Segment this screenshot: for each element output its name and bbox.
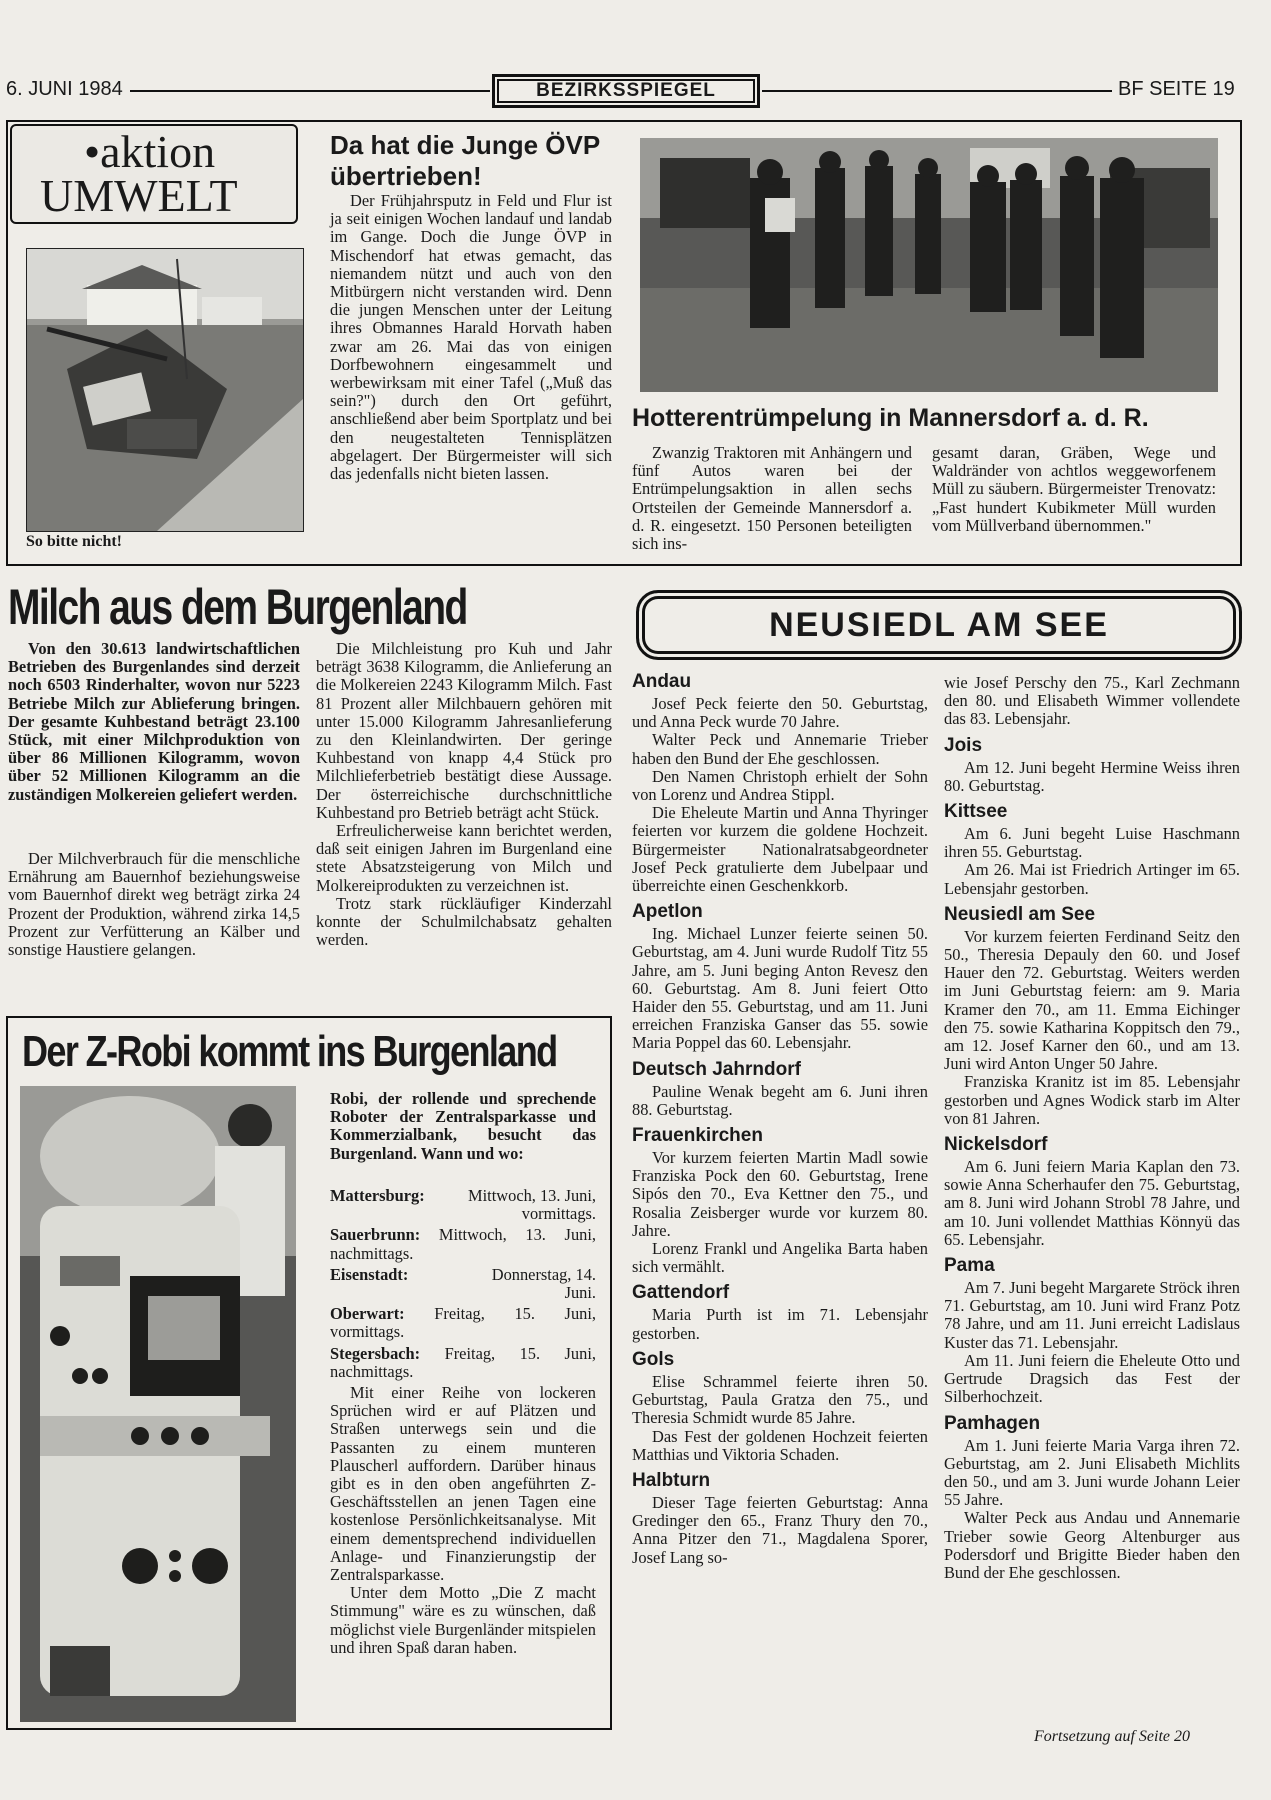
town-news-pama: Am 7. Juni begeht Margarete Ströck ihren 71. Geburtstag, am 10. Juni wird Franz Potz 78 Jahre, und am 11. Juni erreicht Ladislaus Kuster das 71. Lebensjahr. <box>944 1278 1240 1352</box>
town-heading-halbturn: Halbturn <box>632 1469 711 1491</box>
town-heading-kittsee: Kittsee <box>944 801 1008 823</box>
town-news-deutsch-jahrndorf: Pauline Wenak begeht am 6. Juni ihren 88. Geburtstag. <box>632 1081 928 1119</box>
dump-photo-graphic <box>27 249 303 531</box>
town-news-nickelsdorf: Am 6. Juni feiern Maria Kaplan den 73. sowie Anna Scherhaufer den 75. Geburtstag, am 8. Juni wird Johann Strobl 78 Jahre, und am 10. Juni vollendet Matthias Könnyü das 65. Lebensjahr. <box>944 1157 1240 1249</box>
aktion-headline: Da hat die Junge ÖVP übertrieben! <box>330 130 600 191</box>
town-heading-gols: Gols <box>632 1348 675 1370</box>
robi-stop-3: Eisenstadt: Donnerstag, 14. Juni. <box>330 1264 596 1303</box>
town-news-neusiedl-am-see: Vor kurzem feierten Ferdinand Seitz den 50., Theresia Depauly den 60. und Josef Hauer den 72. Geburtstag. Weiters werden im Juni Geburtstag feiern: am 9. Maria Kramer den 70., am 11. Emma Eichinger den 75. sowie Katharina Koppitsch den 79., am 12. Josef Karner den 60., und am 13. Juni wird Anton Unger 50 Jahre. <box>944 926 1240 1074</box>
town-heading-jois: Jois <box>944 734 983 756</box>
hotter-col2: gesamt daran, Gräben, Wege und Waldränder von achtlos weggeworfenem Müll zu säubern. Bürgermeister Trenovatz: „Fast hundert Kubikmeter Müll wurden vom Müllverband übernommen." <box>932 443 1216 535</box>
robi-p1: Mit einer Reihe von lockeren Sprüchen wird er auf Plätzen und Straßen unterwegs sein und die Passanten zu einem munteren Plauscherl auffordern. Darüber hinaus gibt es in den oben angeführten Z-Geschäftsstellen an jenen Tagen eine kostenlose Persönlichkeitsanalyse. Mit einem dementsprechend individuellen Anlage- und Finanzierungstip der Zentralsparkasse. <box>330 1383 596 1585</box>
robi-lead: Robi, der rollende und sprechende Roboter der Zentralsparkasse und Kommerzialbank, besucht das Burgenland. Wann und wo: <box>330 1089 596 1163</box>
town-news-gattendorf: Maria Purth ist im 71. Lebensjahr gestorben. <box>632 1305 928 1343</box>
milch-p3: Erfreulicherweise kann berichtet werden, daß seit einigen Jahren im Burgenland eine stete Absatzsteigerung von Milch und Molkereiprodukten zu verzeichnen ist. <box>316 821 612 895</box>
town-news-andau: Josef Peck feierte den 50. Geburtstag, und Anna Peck wurde 70 Jahre. <box>632 694 928 732</box>
town-heading-nickelsdorf: Nickelsdorf <box>944 1134 1048 1156</box>
robot-photo <box>20 1086 296 1722</box>
aktion-body: Der Frühjahrsputz in Feld und Flur ist ja seit einigen Wochen landauf und landab im Gange. Doch die Junge ÖVP in Mischendorf hat etwas gemacht, das niemandem nützt und auch von den Mitbürgern nicht verstanden wird. Denn die jungen Menschen unter der Leitung ihres Obmannes Harald Horvath haben zwar am 26. Mai das von einigen Dorfbewohnern eingesammelt und werbewirksam mit einer Tafel („Muß das sein?") durch den Ort geführt, anschließend aber beim Sportplatz und bei den neugestalteten Tennisplätzen abgelagert. Der Bürgermeister will sich das jedenfalls nicht bieten lassen. <box>330 191 612 484</box>
neusiedl-column-2 <box>944 674 1240 1582</box>
milch-p1: Der Milchverbrauch für die menschliche Ernährung am Bauernhof beziehungsweise vom Bauernhof direkt weg beträgt zirka 24 Prozent der Produktion, während zirka 14,5 Prozent zur Verfütterung an Kälber und sonstige Haustiere gelangen. <box>8 849 300 960</box>
milch-headline: Milch aus dem Burgenland <box>8 579 467 635</box>
town-heading-neusiedl-am-see: Neusiedl am See <box>944 903 1096 925</box>
illegal-dump-photo <box>26 248 304 532</box>
town-news-andau: Walter Peck und Annemarie Trieber haben den Bund der Ehe geschlossen. <box>632 730 928 768</box>
page-number: BF SEITE 19 <box>1118 78 1235 100</box>
town-news-pama: Am 11. Juni feiern die Eheleute Otto und Gertrude Dragsich das Fest der Silberhochzeit. <box>944 1350 1240 1407</box>
issue-date: 6. JUNI 1984 <box>6 78 123 100</box>
town-news-frauenkirchen: Lorenz Frankl und Angelika Barta haben sich vermählt. <box>632 1239 928 1277</box>
town-news-andau: Die Eheleute Martin und Anna Thyringer feierten vor kurzem die goldene Hochzeit. Bürgermeister Nationalratsabgeordneter Josef Peck gratulierte dem Jubelpaar und überreichte einen Geschenkkorb. <box>632 803 928 896</box>
milch-p4: Trotz stark rückläufiger Kinderzahl konnte der Schulmilchabsatz gehalten werden. <box>316 893 612 950</box>
cleanup-crew-photo <box>640 138 1218 392</box>
crew-photo-graphic <box>640 138 1218 392</box>
robi-stop-2: Sauerbrunn: Mittwoch, 13. Juni, nachmittags. <box>330 1225 596 1263</box>
hotter-col1: Zwanzig Traktoren mit Anhängern und fünf Autos waren bei der Entrümpelungsaktion in allen sechs Ortsteilen der Gemeinde Mannersdorf a. d. R. eingesetzt. 150 Personen beteiligten sich ins- <box>632 443 912 554</box>
town-heading-frauenkirchen: Frauenkirchen <box>632 1125 763 1147</box>
robi-stop-5: Stegersbach: Freitag, 15. Juni, nachmittags. <box>330 1343 596 1381</box>
hotter-headline: Hotterentrümpelung in Mannersdorf a. d. R. <box>632 404 1149 432</box>
town-news-gols: Das Fest der goldenen Hochzeit feierten Matthias und Viktoria Schaden. <box>632 1426 928 1464</box>
section-banner: BEZIRKSSPIEGEL <box>492 74 760 108</box>
milch-col2 <box>316 640 612 949</box>
town-news-neusiedl-am-see: Franziska Kranitz ist im 85. Lebensjahr gestorben und Agnes Wodick starb im Alter von 81 Jahren. <box>944 1072 1240 1128</box>
logo-line2: UMWELT <box>40 170 238 221</box>
header-rule-right <box>762 90 1112 92</box>
town-heading-pama: Pama <box>944 1255 995 1277</box>
robi-stops <box>330 1187 596 1657</box>
robot-photo-graphic <box>20 1086 296 1722</box>
town-news-apetlon: Ing. Michael Lunzer feierte seinen 50. Geburtstag, am 4. Juni wurde Rudolf Titz 55 Jahre, am 5. Juni beging Anton Revesz den 60. Geburtstag. Am 8. Juni feiert Otto Haider den 55. Geburtstag, und am 11. Juni erreichen Franziska Ganser das 55. sowie Maria Poppel das 60. Lebensjahr. <box>632 924 928 1053</box>
robi-stop-4: Oberwart: Freitag, 15. Juni, vormittags. <box>330 1304 596 1342</box>
town-news-pamhagen: Walter Peck aus Andau und Annemarie Trieber sowie Georg Altenburger aus Podersdorf und Brigitte Bieder haben den Bund der Ehe geschlossen. <box>944 1508 1240 1582</box>
town-news-pamhagen: Am 1. Juni feierte Maria Varga ihren 72. Geburtstag, am 2. Juni Elisabeth Michlits den 50., und am 3. Juni wurde Johann Leier 55 Jahre. <box>944 1435 1240 1510</box>
aktion-umwelt-logo <box>10 124 298 224</box>
robi-stop-1: Mattersburg: Mittwoch, 13. Juni, vormittags. <box>330 1186 596 1224</box>
robi-headline: Der Z-Robi kommt ins Burgenland <box>22 1027 557 1076</box>
town-news-andau: Den Namen Christoph erhielt der Sohn von Lorenz und Andrea Stippl. <box>632 766 928 805</box>
photo-caption: So bitte nicht! <box>26 533 122 550</box>
town-heading-pamhagen: Pamhagen <box>944 1412 1041 1434</box>
town-news-jois: Am 12. Juni begeht Hermine Weiss ihren 80. Geburtstag. <box>944 757 1240 795</box>
town-news-kittsee: Am 6. Juni begeht Luise Haschmann ihren 55. Geburtstag. <box>944 824 1240 862</box>
neusiedl-column-1 <box>632 665 928 1567</box>
header-rule-left <box>130 90 490 92</box>
logo-line1: •aktion <box>84 126 216 177</box>
halbturn-continued: wie Josef Perschy den 75., Karl Zechmann den 80. und Elisabeth Wimmer vollendete das 83. Lebensjahr. <box>944 673 1240 729</box>
robi-p2: Unter dem Motto „Die Z macht Stimmung" wäre es zu wünschen, daß möglichst viele Burgenländer mitspielen und ihren Spaß daran haben. <box>330 1583 596 1657</box>
milch-lead: Von den 30.613 landwirtschaftlichen Betrieben des Burgenlandes sind derzeit noch 6503 Rinderhalter, wovon nur 5223 Betriebe Milch zur Ablieferung bringen. Der gesamte Kuhbestand beträgt 23.100 Stück, mit einer Milchproduktion von über 86 Millionen Kilogramm, wovon über 52 Millionen Kilogramm an die zuständigen Molkereien geliefert werden. <box>8 639 300 804</box>
town-heading-andau: Andau <box>632 671 692 692</box>
town-news-halbturn: Dieser Tage feierten Geburtstag: Anna Gredinger den 65., Franz Thury den 70., Anna Pitzer den 71., Magdalena Sporer, Josef Lang so- <box>632 1492 928 1567</box>
neusiedl-banner: NEUSIEDL AM SEE <box>636 590 1242 660</box>
town-heading-gattendorf: Gattendorf <box>632 1282 730 1304</box>
milch-p2: Die Milchleistung pro Kuh und Jahr beträgt 3638 Kilogramm, die Anlieferung an die Molkereien 2243 Kilogramm Milch. Fast 81 Prozent aller Milchbauern gehören mit unter 15.000 Kilogramm Jahresanlieferung zu den Kleinlandwirten. Der geringe Kuhbestand von knapp 4,4 Stück pro Milchlieferbetrieb bestätigt diese Aussage. Der österreichische durchschnittliche Kuhbestand pro Betrieb beträgt acht Stück. <box>316 639 612 822</box>
town-heading-apetlon: Apetlon <box>632 901 703 923</box>
town-news-gols: Elise Schrammel feierte ihren 50. Geburtstag, Paula Gratza den 75., und Theresia Schmidt wurde 85 Jahre. <box>632 1371 928 1428</box>
town-news-kittsee: Am 26. Mai ist Friedrich Artinger im 65. Lebensjahr gestorben. <box>944 860 1240 898</box>
town-heading-deutsch-jahrndorf: Deutsch Jahrndorf <box>632 1058 801 1080</box>
continued-note: Fortsetzung auf Seite 20 <box>1034 1728 1190 1745</box>
town-news-frauenkirchen: Vor kurzem feierten Martin Madl sowie Franziska Pock den 60. Geburtstag, Irene Sipós den 70., Eva Kettner den 75., und Rosalia Zeisberger wurde vor kurzem 80. Jahre. <box>632 1148 928 1240</box>
